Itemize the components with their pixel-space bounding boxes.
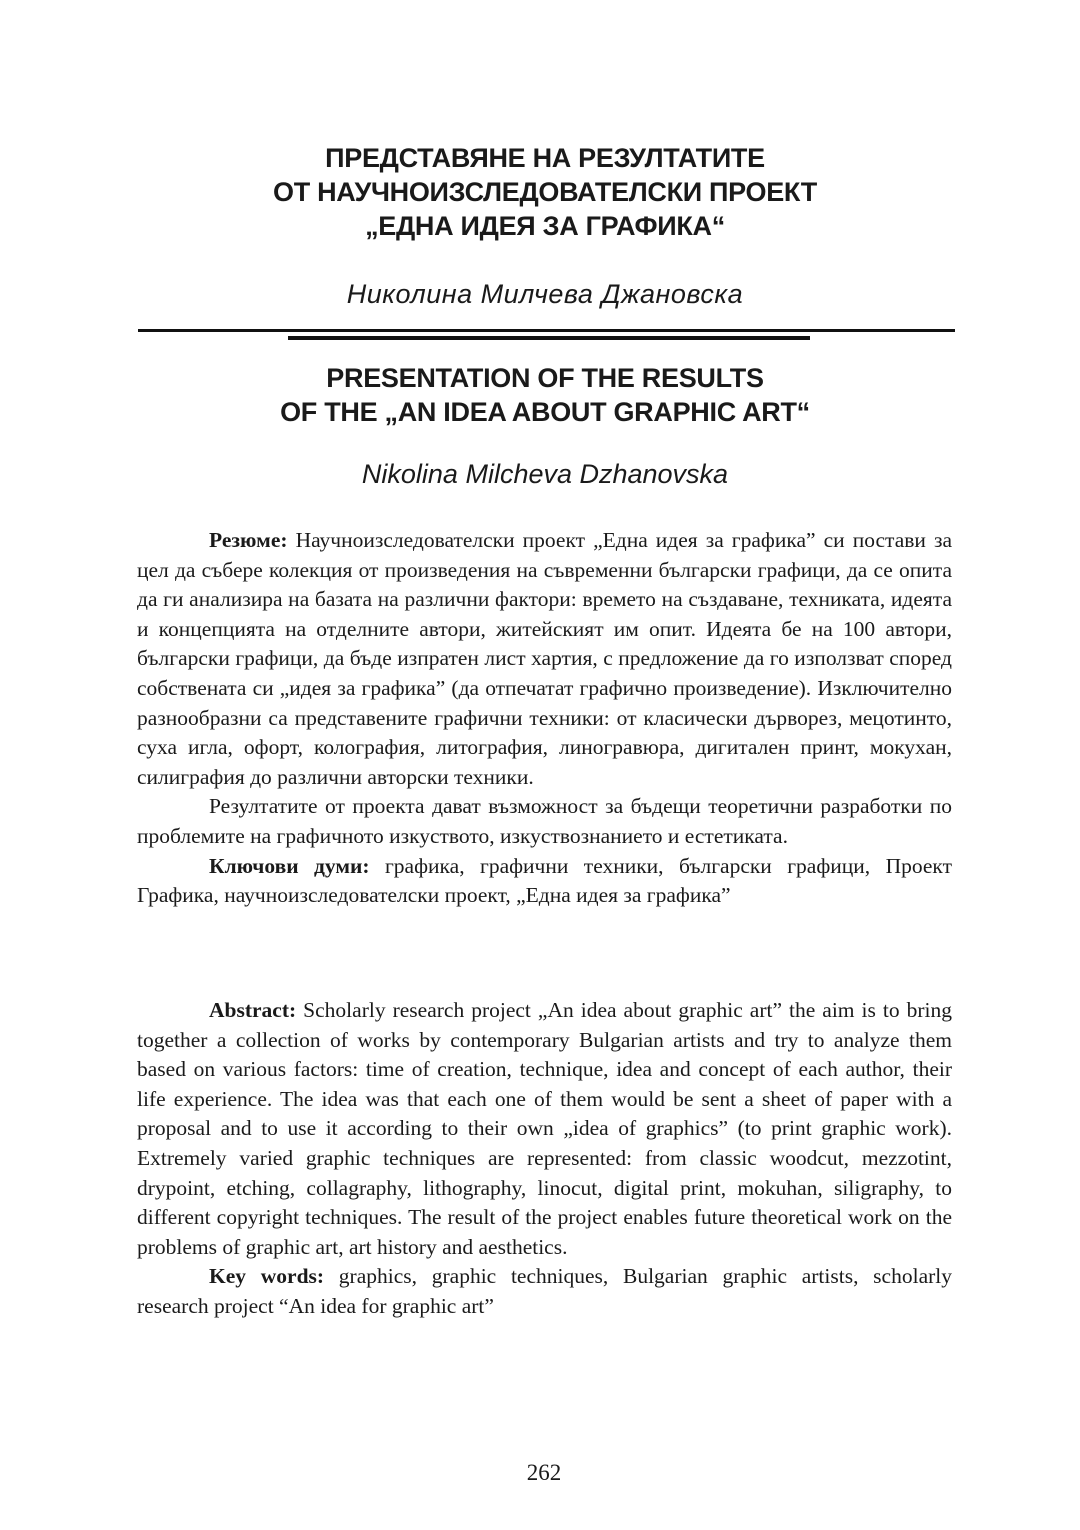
author-english: Nikolina Milcheva Dzhanovska — [361, 459, 729, 489]
keywords-english-text: graphics, graphic techniques, Bulgarian graphic artists, scholarly research project “An idea for graphic art” — [137, 1264, 952, 1318]
abstract-english — [137, 996, 952, 1322]
keywords-english-label: Key words: — [209, 1264, 325, 1289]
title-bulgarian-line-1: ПРЕДСТАВЯНЕ НА РЕЗУЛТАТИТЕ — [325, 143, 765, 173]
title-bulgarian — [140, 141, 950, 243]
keywords-bulgarian-text: графика, графични техники, български графици, Проект Графика, научноизследователски проект, „Една идея за графика” — [137, 853, 952, 908]
author-bulgarian: Николина Милчева Джановска — [346, 279, 744, 309]
title-english — [140, 361, 950, 429]
keywords-bulgarian — [137, 852, 952, 911]
summary-paragraph — [137, 526, 952, 792]
divider-short — [288, 336, 810, 340]
title-english-line-1: PRESENTATION OF THE RESULTS — [326, 363, 764, 393]
summary-text: Научноизследователски проект „Една идея за графика” си постави за цел да събере колекция от произведения на съвременни български графици, да се опита да ги анализира на базата на различни фактори: времето на създаване, техниката, идеята и концепцията на отделните автори, житейският им опит. Идеята бе на 100 автори, български графици, да бъде изпратен лист хартия, с предложение да го използват според собствената си „идея за графика” (да отпечатат графично произведение). Изключително разнообразни са представените графични техники: от класически дърворез, мецотинто, суха игла, офорт, колография, литография, линогравюра, дигитален принт, мокухан, силиграфия до различни авторски техники. — [137, 528, 952, 789]
keywords-english — [137, 1262, 952, 1321]
abstract-label: Abstract: — [209, 998, 297, 1022]
summary-bulgarian — [137, 526, 952, 911]
title-english-line-2: OF THE „AN IDEA ABOUT GRAPHIC ART“ — [280, 397, 810, 427]
summary-paragraph-2: Резултатите от проекта дават възможност за бъдещи теоретични разработки по проблемите на графичното изкуството, изкуствознанието и естетиката. — [137, 794, 952, 848]
keywords-bulgarian-label: Ключови думи: — [209, 853, 370, 878]
page-number: 262 — [526, 1460, 562, 1485]
summary-label: Резюме: — [209, 528, 288, 552]
divider-long — [138, 329, 955, 332]
title-bulgarian-line-3: „ЕДНА ИДЕЯ ЗА ГРАФИКА“ — [365, 211, 725, 241]
abstract-paragraph — [137, 996, 952, 1262]
title-bulgarian-line-2: ОТ НАУЧНОИЗСЛЕДОВАТЕЛСКИ ПРОЕКТ — [273, 177, 817, 207]
abstract-text: Scholarly research project „An idea about graphic art” the aim is to bring together a collection of works by contemporary Bulgarian artists and try to analyze them based on various factors: time of creation, technique, idea and concept of each author, their life experience. The idea was that each one of them would be sent a sheet of paper with a proposal and to use it according to their own „idea of graphics” (to print graphic work). Extremely varied graphic techniques are represented: from classic woodcut, mezzotint, drypoint, etching, collagraphy, lithography, linocut, digital print, mokuhan, siligraphy, to different copyright techniques. The result of the project enables future theoretical work on the problems of graphic art, art history and aesthetics. — [137, 998, 952, 1259]
